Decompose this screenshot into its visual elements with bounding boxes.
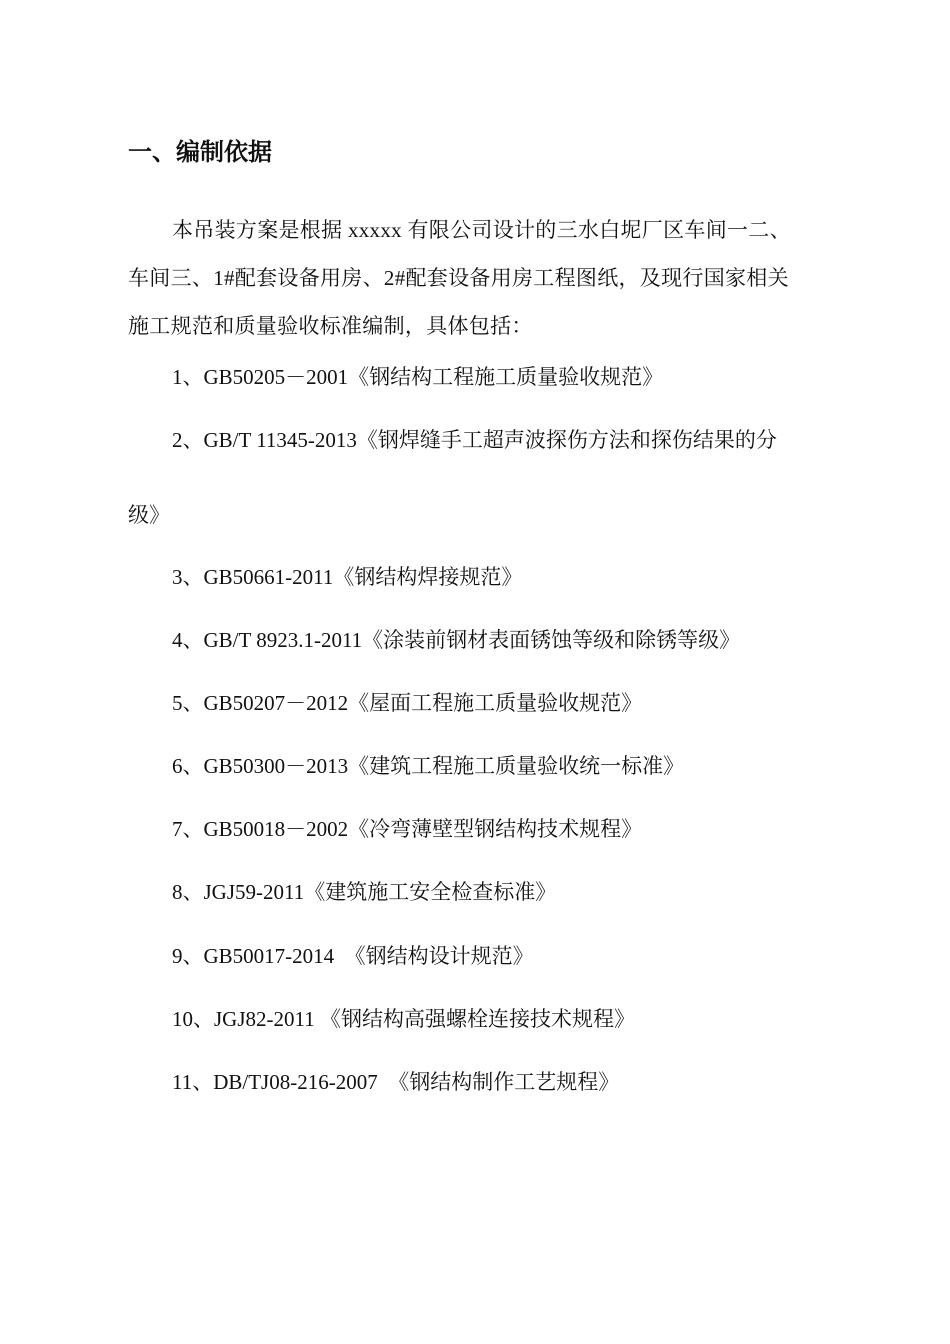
intro-line: 本吊装方案是根据 xxxxx 有限公司设计的三水白坭厂区车间一二、 [172, 218, 791, 242]
reference-item: 7、GB50018－2002《冷弯薄壁型钢结构技术规程》 [172, 817, 643, 841]
reference-item: 4、GB/T 8923.1-2011《涂装前钢材表面锈蚀等级和除锈等级》 [172, 628, 741, 652]
intro-paragraph [128, 206, 848, 350]
reference-item: 1、GB50205－2001《钢结构工程施工质量验收规范》 [172, 365, 664, 389]
intro-line: 施工规范和质量验收标准编制，具体包括： [128, 314, 533, 338]
reference-item: 6、GB50300－2013《建筑工程施工质量验收统一标准》 [172, 754, 685, 778]
reference-item: 11、DB/TJ08-216-2007 《钢结构制作工艺规程》 [172, 1070, 620, 1094]
reference-item: 2、GB/T 11345-2013《钢焊缝手工超声波探伤方法和探伤结果的分 [172, 428, 777, 452]
reference-item: 5、GB50207－2012《屋面工程施工质量验收规范》 [172, 691, 643, 715]
reference-item: 9、GB50017-2014 《钢结构设计规范》 [172, 944, 534, 968]
reference-item: 8、JGJ59-2011《建筑施工安全检查标准》 [172, 880, 557, 904]
section-heading: 一、编制依据 [128, 138, 272, 166]
reference-item-continuation: 级》 [128, 503, 170, 527]
reference-item: 3、GB50661-2011《钢结构焊接规范》 [172, 565, 523, 589]
intro-line: 车间三、1#配套设备用房、2#配套设备用房工程图纸，及现行国家相关 [128, 266, 789, 290]
reference-item: 10、JGJ82-2011 《钢结构高强螺栓连接技术规程》 [172, 1007, 635, 1031]
